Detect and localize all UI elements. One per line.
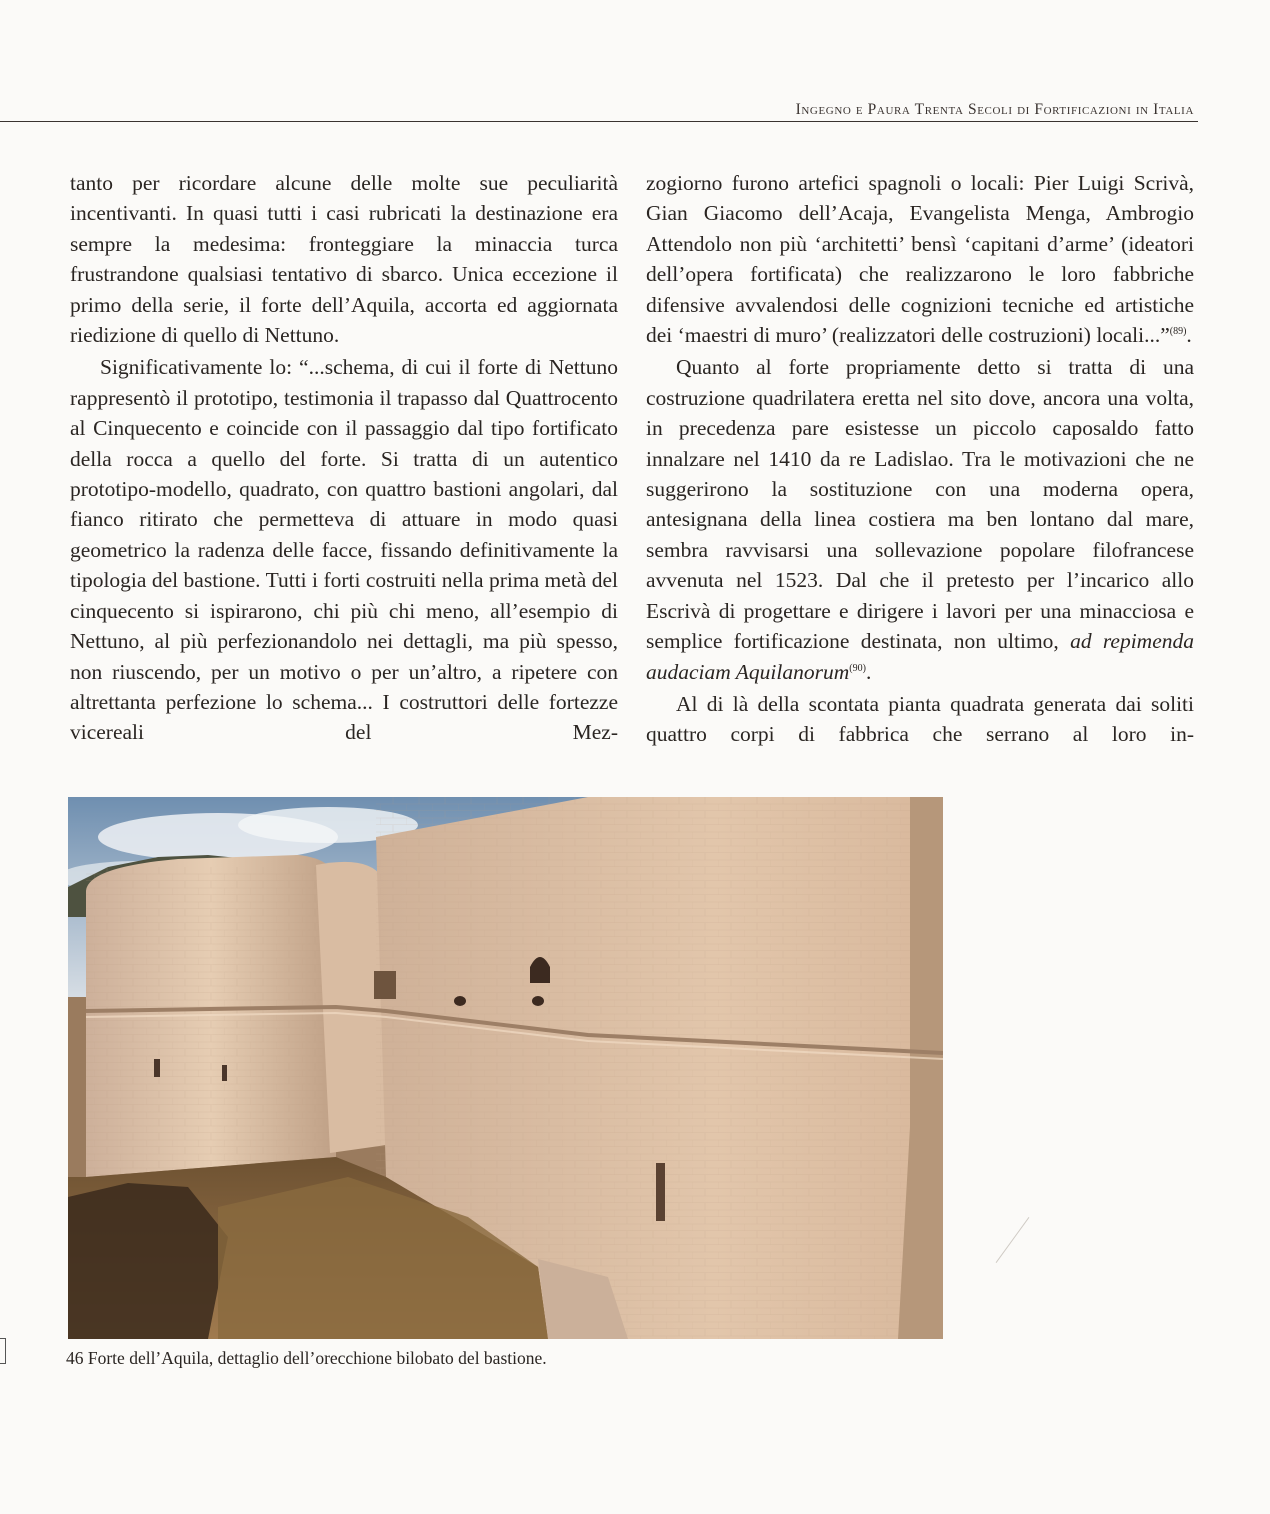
right-paragraph-2-text: Quanto al forte propriamente detto si tratta di una costruzione quadrilatera eretta nel sito dove, ancora una volta, in precedenza pare esistesse un piccolo caposaldo fatto innalzare nel 1410 da re Ladislao. Tra le motivazioni che ne suggerirono la sostituzione con una moderna opera, antesignana della linea costiera ma ben lontano dal mare, sembra ravvisarsi una sollevazione popolare filofrancese avvenuta nel 1523. Dal che il pretesto per l’incarico allo Escrivà di progettare e dirigere i lavori per una minacciosa e semplice fortificazione destinata, non ultimo, — [646, 355, 1194, 654]
latin-quote: ad repimenda audaciam Aquilanorum — [646, 629, 1194, 684]
scan-scratch — [996, 1217, 1030, 1263]
left-paragraph-2: Significativamente lo: “...schema, di cui il forte di Nettuno rappresentò il prototipo, testimonia il trapasso dal Quattrocento al Cinquecento e coincide con il passaggio dal tipo fortificato della rocca a quello del forte. Si tratta di un autentico prototipo-modello, quadrato, con quattro bastioni angolari, dal fianco ritirato che permetteva di attuare in modo quasi geometrico la radenza delle facce, fissando definitivamente la tipologia del bastione. Tutti i forti costruiti nella prima metà del cinquecento si ispirarono, chi più chi meno, all’esempio di Nettuno, al più perfezionandolo nei dettagli, ma più spesso, non riuscendo, per un motivo o per un’altro, a ripetere con altrettanta perfezione lo schema... I costruttori delle fortezze vicereali del Mez- — [70, 355, 618, 745]
caption-number: 46 — [66, 1348, 84, 1368]
right-paragraph-1-text: zogiorno furono artefici spagnoli o locali: Pier Luigi Scrivà, Gian Giacomo dell’Acaja, Evangelista Menga, Ambrogio Attendolo non più ‘architetti’ bensì ‘capitani d’arme’ (ideatori dell’opera fortificata) che realizzarono le loro fabbriche difensive avvalendosi delle cognizioni tecniche ed artistiche dei ‘maestri di muro’ (realizzatori delle costruzioni) locali...” — [646, 171, 1194, 348]
crop-mark — [0, 1338, 6, 1364]
header-rule — [0, 121, 1198, 122]
footnote-ref-89: (89) — [1169, 325, 1187, 337]
right-paragraph-3: Al di là della scontata pianta quadrata generata dai soliti quattro corpi di fabbrica che serrano al loro in- — [646, 691, 1194, 747]
caption-text: Forte dell’Aquila, dettaglio dell’orecchione bilobato del bastione. — [87, 1348, 547, 1368]
footnote-ref-90: (90) — [849, 662, 866, 674]
fortress-photo — [68, 797, 943, 1339]
right-paragraph-2 — [646, 352, 1194, 686]
left-paragraph-1: tanto per ricordare alcune delle molte sue peculiarità incentivanti. In quasi tutti i casi rubricati la destinazione era sempre la medesima: fronteggiare la minaccia turca frustrandone qualsiasi tentativo di sbarco. Unica eccezione il primo della serie, il forte dell’Aquila, accorta ed aggiornata riedizione di quello di Nettuno. — [70, 171, 618, 348]
running-head: Ingegno e Paura Trenta Secoli di Fortificazioni in Italia — [795, 101, 1194, 118]
right-paragraph-2-end: . — [865, 659, 872, 684]
figure-caption — [66, 1348, 547, 1369]
right-paragraph-1 — [646, 168, 1194, 350]
right-paragraph-1-end: . — [1186, 323, 1192, 348]
left-column — [70, 168, 618, 748]
right-column — [646, 168, 1194, 750]
